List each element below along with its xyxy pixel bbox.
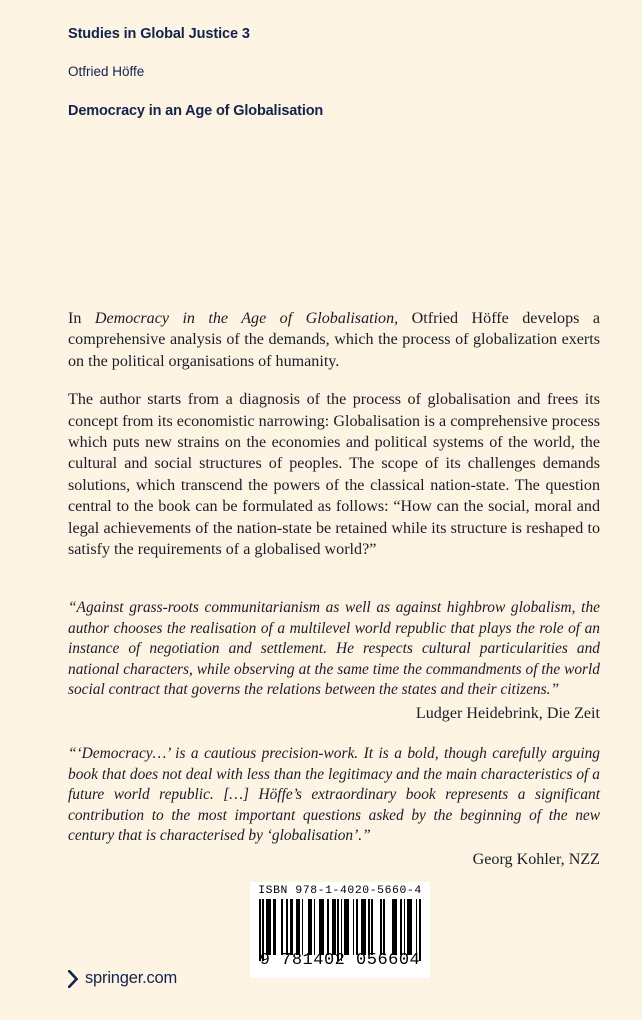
barcode-block [250, 882, 430, 978]
barcode-bar [373, 899, 380, 955]
review-attribution-1: Ludger Heidebrink, Die Zeit [415, 704, 600, 722]
ean-digits: 9 781402 056604 [259, 951, 421, 970]
spacer [68, 724, 600, 744]
series-title: Studies in Global Justice 3 [68, 26, 250, 42]
review-quote-2: “‘Democracy…’ is a cautious precision-work. It is a bold, though carefully arguing book that does not deal with less than the legitimacy and the main characteristics of a future world republic. […] Höffe’s extraordinary book represents a significant contribution to the most important questions asked by the beginning of the new century that is characterised by ‘globalisation’.” [68, 745, 600, 845]
barcode-bar [385, 899, 392, 955]
spacer [68, 577, 600, 598]
springer-logo[interactable] [68, 969, 177, 988]
blurb-paragraph-2: The author starts from a diagnosis of the process of globalisation and frees its concept from its economistic narrowing: Globalisation is a comprehensive process which puts new strains on the economies and political systems of the world, the cultural and social structures of peoples. The scope of its challenges demands solutions, which transcend the powers of the classical nation-state. The question central to the book can be formulated as follows: “How can the social, moral and legal achievements of the nation-state be retained while its structure is reshaped to satisfy the requirements of a globalised world?” [68, 391, 600, 558]
blurb-p1-lead: In [68, 310, 95, 327]
cover-header [68, 26, 604, 120]
book-title: Democracy in an Age of Globalisation [68, 102, 324, 119]
review-quote-1: “Against grass-roots communitarianism as well as against highbrow globalism, the author chooses the realisation of a multilevel world republic that plays the role of an instance of negotiation and settlement. He respects cultural particularities and national characters, while observing at the same time the commandments of the world social contract that governs the relations between the states and their citizens.” [68, 599, 600, 699]
blurb-p1-title-italic: Democracy in the Age of Globalisation [94, 310, 395, 327]
isbn-label: ISBN 978-1-4020-5660-4 [258, 885, 422, 897]
review-attribution-2: Georg Kohler, NZZ [472, 850, 600, 868]
blurb-section [68, 308, 600, 870]
chevron-right-icon [68, 970, 79, 988]
springer-wordmark: springer.com [85, 969, 178, 987]
blurb-paragraph-1 [68, 308, 600, 372]
author-name: Otfried Höffe [68, 64, 145, 80]
blurb-p1-rest: , Otfried Höffe develops a comprehensive analysis of the demands, which the process of globalization exerts on the political organisations of humanity. [68, 310, 600, 370]
barcode-icon [259, 899, 421, 955]
